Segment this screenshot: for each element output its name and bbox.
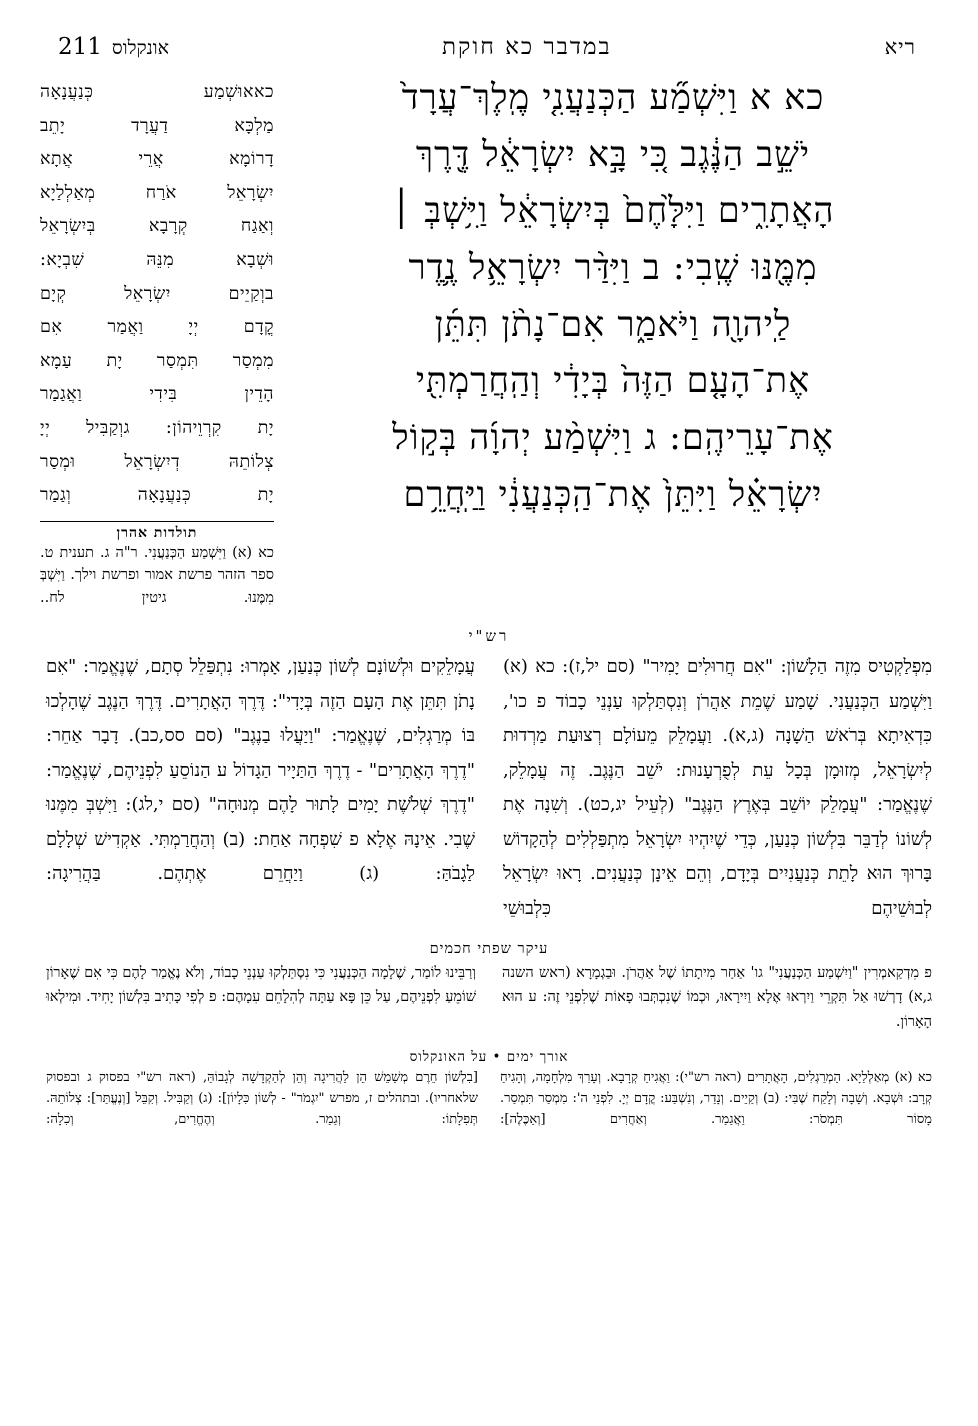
header-targum-label: אונקלוס bbox=[111, 37, 170, 59]
torah-line: יֹשֵׁ֣ב הַנֶּ֔גֶב כִּ֚י בָּ֣א יִשְׂרָאֵ֔ל דֶּ֖רֶךְ bbox=[415, 134, 811, 175]
torah-line: הָאֲתָרִ֑ים וַיִּלָּ֙חֶם֙ בְּיִשְׂרָאֵ֔ל וַיִּ֥שְׁבְּ ׀ bbox=[391, 191, 835, 232]
onkelos-line: מַלְכָּא דַעֲרָד יָתֵב bbox=[40, 115, 274, 136]
onkelos-line: וּשְׁבָא מִנֵּהּ שִׁבְיָא: bbox=[40, 249, 274, 270]
main-text-area bbox=[40, 66, 938, 609]
ikar-column-right: פ מִדְקַאמְרִין "וַיִשְׁמַע הַכְּנַעֲנִי" גו' אַחַר מִיתָתוֹ שֶׁל אַהֲרֹן. וּבַגְמָרָא (ראש השנה ג,א) דָרְשׁוּ אַל תִּקְרֵי וַיִרְאוּ אֶלָא וַיִירָאוּ, וּכְמוֹ שֶׁנִכְתְּבוּ פָאוֹת שֶׁלִפְנֵי זֶה: ע הוּא הָאָרוֹן. bbox=[502, 964, 932, 1031]
onkelos-line: קֳדָם יְיָ וַאֲמַר אִם bbox=[40, 317, 274, 338]
torah-line: לַֽיהוָ֖ה וַיֹּאמַ֑ר אִם־נָתֹ֨ן תִּתֵּ֜ן bbox=[434, 304, 792, 345]
page-header bbox=[40, 34, 938, 60]
rashi-section bbox=[40, 650, 938, 926]
toldot-aharon-title: תולדות אהרן bbox=[40, 521, 274, 542]
header-side-page-label: ריא bbox=[884, 35, 916, 59]
header-book-title: במדבר כא חוקת bbox=[441, 34, 612, 60]
rashi-column-left: עֲמָלֵקִים וּלְשׁוֹנָם לְשׁוֹן כְּנַעַן, אָמְרוּ: נִתְפַּלֵל סְתָם, שֶׁנֶאֱמַר: "אִם נָתֹן תִּתֵּן אֶת הָעָם הַזֶה בְּיָדִי": דֶּרֶךְ הָאֲתָרִים. דֶּרֶךְ הַנֶגֶב שֶׁהָלְכוּ בּוֹ מְרַגְלִים, שֶׁנֶאֱמַר: "וַיַעֲלוּ בַנֶגֶב" (סם סס,כב). דָבָר אַחֵר: "דֶרֶךְ הָאֲתָרִים" - דֶרֶךְ הַתַּיָיר הַגָדוֹל ע הַנוֹסֵעַ לִפְנֵיהֶם, שֶׁנֶאֱמַר: "דֶרֶךְ שְׁלֹשֶׁת יָמִים לָתוּר לָהֶם מְנוּחָה" (סם י,לג): וַיִּשְׁבְּ מִמֶּנוּ שֶׁבִי. אֵינָהּ אֶלָא פ שִׁפְחָה אַחַת: (ב) וְהַחֲרַמְתִּי. אַקְדִישׁ שְׁלָלָם לַגָבֹהַּ: (ג) וַיַחֲרֵם אֶתְהֶם. בַּהֲרִיגָה: bbox=[46, 656, 475, 885]
torah-line: אֶת־הָעָ֤ם הַזֶּה֙ בְּיָדִ֔י וְהַֽחֲרַמְתִּ֖י bbox=[415, 361, 811, 402]
orach-yamim-title: אורך ימים • על האונקלוס bbox=[409, 1049, 569, 1066]
ikar-sifsei-title: עיקר שפתי חכמים bbox=[429, 940, 549, 957]
onkelos-line: כאאוּשְׁמַע כְּנַעֲנָאָה bbox=[40, 82, 274, 102]
toldot-aharon-body: כא (א) וַיִּשְׁמַע הַכְּנַעֲנִי. ר"ה ג. תענית ט. ספר הזהר פרשת אמור ופרשת וילך. וַיִּשְׁבְּ מִמֶּנוּ. גיטין לח.. bbox=[40, 544, 274, 606]
onkelos-line: בוְקַיֵים יִשְׂרָאֵל קְיָם bbox=[40, 283, 274, 304]
torah-line: אֶת־עָרֵיהֶֽם: ג וַיִּשְׁמַ֨ע יְהוָ֜ה בְּק֣וֹל bbox=[392, 418, 834, 459]
onkelos-line: יָת קִרְוֵיהוֹן: גוְקַבִּיל יְיָ bbox=[40, 417, 274, 438]
torah-line: יִשְׂרָאֵ֗ל וַיִּתֵּן֙ אֶת־הַֽכְּנַעֲנִ֔י וַיַּֽחֲרֵ֥ם bbox=[403, 474, 823, 515]
onkelos-line: יָת כְּנַעֲנָאָה וְגַמַר bbox=[40, 485, 274, 506]
ikar-sifsei-section bbox=[40, 961, 938, 1036]
onkelos-line: צְלוֹתֵהּ דְיִשְׂרָאֵל וּמְסַר bbox=[40, 451, 274, 472]
page-number: 211 bbox=[58, 34, 102, 60]
rashi-column-right: מִפְלַקְטִיס מִזֶה הַלָשׁוֹן: "אִם חֲרוּלִים יָמִיר" (סם יל,ז): כא (א) וַיִּשְׁמַע הַכְּנַעֲנִי. שָׁמַע שֶׁמֵת אַהֲרֹן וְנִסְתַּלְקוּ עַנְנֵי כָבוֹד פ כו', כִּדְאִיתָא בְּרֹאשׁ הַשָׁנָה (ג,א). וַעֲמָלֵק מֵעוֹלָם רְצוּעַת מַרְדוּת לְיִשְׂרָאֵל, מְזוּמָן בְּכָל עֵת לְפֻרְעָנוּת: יֹשֵׁב הַנֶּגֶב. זֶה עֲמָלֵק, שֶׁנֶאֱמַר: "עֲמָלֵק יוֹשֵׁב בְּאֶרֶץ הַנֶּגֶב" (לְעֵיל יג,כט). וְשִׁנָה אֶת לְשׁוֹנוֹ לְדַבֵּר בִּלְשׁוֹן כְּנַעַן, כְּדֵי שֶׁיִהְיוּ יִשְׂרָאֵל מִתְפַּלְלִים לְהַקָדוֹשׁ בָּרוּךְ הוּא לָתֵת כְּנַעֲנִיִים בְּיָדָם, וְהֵם אֵינָן כְּנַעֲנִים. רָאוּ יִשְׂרָאֵל לְבוּשֵׁיהֶם כִּלְבוּשֵׁי bbox=[503, 656, 932, 919]
rashi-title: רש"י bbox=[468, 627, 510, 646]
onkelos-line: מִמְסַר תִּמְסַר יָת עַמָא bbox=[40, 350, 274, 371]
torah-line: מִמֶּ֖נּוּ שֶֽׁבִי: ב וַיִּדַּ֨ר יִשְׂרָאֵ֥ל נֶ֛דֶר bbox=[408, 248, 818, 289]
onkelos-line: יִשְׂרָאֵל אֹרַח מְאַלְלַיָא bbox=[40, 182, 274, 203]
ikar-column-left: וְרַבֵּינוּ לוֹמַר, שֶׁלָמָה הַכְּנַעֲנִי כִּי נִסְתַּלְקוּ עַנְנֵי כָבוֹד, וְלֹא נֶאֱמַר לָהֶם כִּי אִם שֶׁאָרוֹן שׁוֹמֵעַ לִפְנֵיהֶם, עַל כֵּן פָּא עַתָּה לְהִלָחֵם עִמָהֶם: פ לְפִי כָּתִיב בִּלְשׁוֹן יָחִיד. וּמִילְאוּ bbox=[46, 964, 476, 1006]
orach-column-left: [בִלְשׁוֹן חֵרֶם מְשַׁמֵשׁ הֵן לַהֲרִיגָה וְהֵן לְהַקְדָשָׁה לְגָבוֹהַּ, (ראה רש"י בפסוק ג ובפסוק שלאחריו). ובתהלים ז, מפרש "יִגְמֹר" - לְשׁוֹן כִּלָיוֹן]: (ג) וְקַבִּיל. וְקִבֵּל [וְנֶעֱתַּר]: צְלוֹתֵהּ. תְּפִלָתוֹ: וְגַמַר. וְהֶחֱרִים, וְכִלָה: bbox=[46, 1070, 478, 1128]
onkelos-line: דָרוֹמָא אֲרֵי אֲתָא bbox=[40, 149, 274, 170]
onkelos-line: וְאַגַח קְרָבָא בְּיִשְׂרָאֵל bbox=[40, 216, 274, 237]
onkelos-line: הָדֵין בִּידִי וַאֲגַמַר bbox=[40, 384, 274, 405]
orach-yamim-section bbox=[40, 1067, 938, 1130]
header-right-side bbox=[58, 34, 169, 60]
torah-line: כא א וַיִּשְׁמַ֞ע הַכְּנַעֲנִ֤י מֶֽלֶךְ־עֲרָד֙ bbox=[401, 78, 825, 118]
header-left-side bbox=[885, 35, 916, 60]
torah-text-column bbox=[288, 66, 938, 524]
onkelos-column bbox=[40, 66, 288, 609]
orach-column-right: כא (א) מְאַלְלַיָא. הַמְרַגְלִים, הָאֲתָרִים (ראה רש"י): וַאֲגִיחַ קְרָבָא. וְעָרַךְ מִלְחָמָה, וְהָגִיחַ קְרָב: וּשְׁבָא. וְשָׁבָה וְלָקַח שֶׁבִּי: (ב) וְקַיֵים. וְנָדַר, וְנִשְׁבַּע: קֳדָם יְיָ. לִפְנֵי ה': מִמְסַר תִּמְסַר. מָסוֹר תִּמְסֹר: וַאֲגַמַר. וְאַחֲרִים [וְאַכֶּלֶה]: bbox=[500, 1070, 932, 1128]
